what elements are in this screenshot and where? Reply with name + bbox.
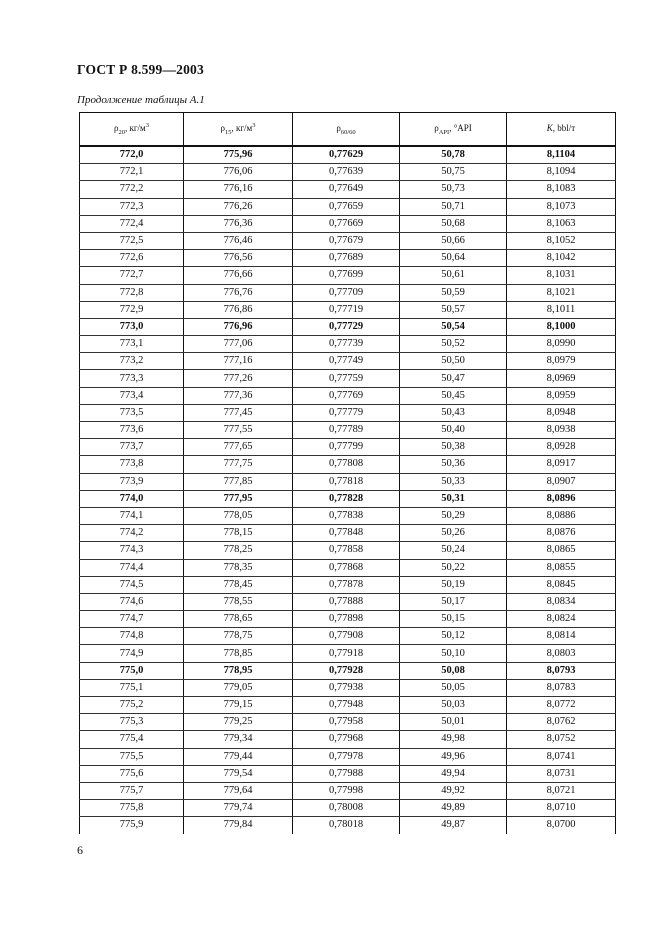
table-cell: 8,0855 — [507, 559, 616, 576]
table-cell: 776,06 — [184, 164, 293, 181]
table-cell: 0,77629 — [293, 146, 400, 164]
table-cell: 777,16 — [184, 353, 293, 370]
table-cell: 50,10 — [400, 645, 507, 662]
table-cell: 50,64 — [400, 250, 507, 267]
table-cell: 0,77848 — [293, 525, 400, 542]
table-row — [80, 731, 616, 748]
table-body — [80, 146, 616, 834]
table-row — [80, 146, 616, 164]
table-cell: 8,1011 — [507, 301, 616, 318]
table-row — [80, 318, 616, 335]
table-cell: 8,0710 — [507, 800, 616, 817]
table-cell: 774,4 — [80, 559, 184, 576]
table-cell: 8,0969 — [507, 370, 616, 387]
table-row — [80, 336, 616, 353]
table-cell: 775,96 — [184, 146, 293, 164]
table-cell: 778,35 — [184, 559, 293, 576]
header-row — [80, 113, 616, 147]
table-cell: 49,98 — [400, 731, 507, 748]
table-row — [80, 628, 616, 645]
table-row — [80, 593, 616, 610]
table-cell: 775,5 — [80, 748, 184, 765]
table-cell: 779,44 — [184, 748, 293, 765]
column-subscript: API — [438, 128, 450, 136]
table-row — [80, 456, 616, 473]
table-cell: 774,5 — [80, 576, 184, 593]
column-subscript: 15 — [224, 128, 232, 136]
table-cell: 772,7 — [80, 267, 184, 284]
table-cell: 8,0793 — [507, 662, 616, 679]
table-cell: 774,0 — [80, 490, 184, 507]
table-row — [80, 181, 616, 198]
table-cell: 775,6 — [80, 765, 184, 782]
table-cell: 0,77868 — [293, 559, 400, 576]
table-cell: 50,08 — [400, 662, 507, 679]
table-cell: 0,77679 — [293, 232, 400, 249]
table-cell: 50,59 — [400, 284, 507, 301]
table-cell: 779,05 — [184, 679, 293, 696]
table-cell: 8,0762 — [507, 714, 616, 731]
column-unit: , кг/м — [124, 123, 146, 134]
table-cell: 774,3 — [80, 542, 184, 559]
column-symbol: ρ — [336, 123, 341, 134]
table-cell: 8,0845 — [507, 576, 616, 593]
table-cell: 8,0938 — [507, 422, 616, 439]
table-cell: 774,1 — [80, 507, 184, 524]
table-cell: 776,16 — [184, 181, 293, 198]
table-cell: 0,77779 — [293, 404, 400, 421]
table-cell: 776,96 — [184, 318, 293, 335]
table-cell: 773,4 — [80, 387, 184, 404]
table-cell: 50,31 — [400, 490, 507, 507]
table-cell: 8,1073 — [507, 198, 616, 215]
table-cell: 50,66 — [400, 232, 507, 249]
table-row — [80, 439, 616, 456]
table-cell: 50,78 — [400, 146, 507, 164]
table-cell: 0,77659 — [293, 198, 400, 215]
table-row — [80, 232, 616, 249]
table-cell: 0,77749 — [293, 353, 400, 370]
table-cell: 50,71 — [400, 198, 507, 215]
table-cell: 8,0731 — [507, 765, 616, 782]
table-cell: 50,03 — [400, 697, 507, 714]
table-cell: 773,0 — [80, 318, 184, 335]
table-cell: 773,6 — [80, 422, 184, 439]
table-cell: 8,0814 — [507, 628, 616, 645]
table-cell: 778,45 — [184, 576, 293, 593]
table-row — [80, 611, 616, 628]
table-cell: 8,1052 — [507, 232, 616, 249]
column-header — [507, 113, 616, 147]
table-cell: 8,0721 — [507, 782, 616, 799]
table-cell: 8,1104 — [507, 146, 616, 164]
column-unit: , bbl/т — [552, 123, 576, 134]
table-cell: 8,0876 — [507, 525, 616, 542]
table-cell: 8,0865 — [507, 542, 616, 559]
column-superscript: 3 — [252, 122, 256, 130]
table-cell: 773,2 — [80, 353, 184, 370]
table-row — [80, 662, 616, 679]
table-cell: 8,1021 — [507, 284, 616, 301]
table-cell: 0,77719 — [293, 301, 400, 318]
table-cell: 777,95 — [184, 490, 293, 507]
table-cell: 8,0959 — [507, 387, 616, 404]
table-row — [80, 301, 616, 318]
table-cell: 50,43 — [400, 404, 507, 421]
table-row — [80, 422, 616, 439]
table-cell: 50,33 — [400, 473, 507, 490]
table-cell: 775,3 — [80, 714, 184, 731]
table-row — [80, 714, 616, 731]
table-cell: 50,61 — [400, 267, 507, 284]
table-cell: 776,46 — [184, 232, 293, 249]
table-cell: 50,36 — [400, 456, 507, 473]
table-cell: 0,77958 — [293, 714, 400, 731]
table-caption: Продолжение таблицы А.1 — [77, 94, 205, 106]
table-cell: 0,77729 — [293, 318, 400, 335]
table-cell: 0,77799 — [293, 439, 400, 456]
table-cell: 49,96 — [400, 748, 507, 765]
document-standard-title: ГОСТ Р 8.599—2003 — [77, 62, 204, 77]
table-cell: 772,3 — [80, 198, 184, 215]
table-cell: 772,5 — [80, 232, 184, 249]
table-cell: 778,15 — [184, 525, 293, 542]
column-superscript: 3 — [145, 122, 149, 130]
table-cell: 779,84 — [184, 817, 293, 834]
table-row — [80, 697, 616, 714]
table-cell: 50,15 — [400, 611, 507, 628]
table-cell: 775,7 — [80, 782, 184, 799]
table-cell: 50,38 — [400, 439, 507, 456]
table-cell: 0,77769 — [293, 387, 400, 404]
table-cell: 774,6 — [80, 593, 184, 610]
column-symbol: ρ — [113, 123, 119, 134]
table-row — [80, 679, 616, 696]
table-cell: 773,8 — [80, 456, 184, 473]
table-cell: 8,1083 — [507, 181, 616, 198]
table-cell: 776,56 — [184, 250, 293, 267]
table-cell: 773,1 — [80, 336, 184, 353]
table-cell: 0,77918 — [293, 645, 400, 662]
column-symbol: K — [546, 123, 553, 134]
table-row — [80, 404, 616, 421]
table-cell: 50,54 — [400, 318, 507, 335]
table-cell: 8,0834 — [507, 593, 616, 610]
table-cell: 0,77998 — [293, 782, 400, 799]
table-cell: 772,9 — [80, 301, 184, 318]
table-cell: 779,34 — [184, 731, 293, 748]
table-cell: 776,86 — [184, 301, 293, 318]
table-cell: 776,26 — [184, 198, 293, 215]
table-cell: 772,1 — [80, 164, 184, 181]
column-header — [184, 113, 293, 147]
table-cell: 777,65 — [184, 439, 293, 456]
table-cell: 50,19 — [400, 576, 507, 593]
table-cell: 50,68 — [400, 215, 507, 232]
table-cell: 774,8 — [80, 628, 184, 645]
table-cell: 8,0803 — [507, 645, 616, 662]
table-cell: 8,0783 — [507, 679, 616, 696]
table-cell: 778,25 — [184, 542, 293, 559]
table-cell: 8,1000 — [507, 318, 616, 335]
table-row — [80, 800, 616, 817]
table-cell: 0,77789 — [293, 422, 400, 439]
table-cell: 0,77858 — [293, 542, 400, 559]
table-cell: 778,55 — [184, 593, 293, 610]
table-row — [80, 559, 616, 576]
table-cell: 772,0 — [80, 146, 184, 164]
column-unit: , кг/м — [231, 123, 253, 134]
table-row — [80, 645, 616, 662]
table-cell: 49,87 — [400, 817, 507, 834]
table-cell: 0,77978 — [293, 748, 400, 765]
column-subscript: 60/60 — [340, 128, 356, 136]
table-cell: 777,85 — [184, 473, 293, 490]
table-cell: 0,77649 — [293, 181, 400, 198]
table-cell: 775,8 — [80, 800, 184, 817]
table-cell: 50,40 — [400, 422, 507, 439]
column-header — [293, 113, 400, 147]
table-cell: 50,73 — [400, 181, 507, 198]
table-cell: 50,17 — [400, 593, 507, 610]
table-cell: 774,9 — [80, 645, 184, 662]
table-cell: 50,29 — [400, 507, 507, 524]
table-row — [80, 250, 616, 267]
column-header — [400, 113, 507, 147]
table-cell: 0,77759 — [293, 370, 400, 387]
table-cell: 8,0741 — [507, 748, 616, 765]
table-row — [80, 542, 616, 559]
table-cell: 773,3 — [80, 370, 184, 387]
table-row — [80, 353, 616, 370]
table-row — [80, 198, 616, 215]
table-cell: 779,15 — [184, 697, 293, 714]
table-cell: 49,92 — [400, 782, 507, 799]
table-row — [80, 507, 616, 524]
table-cell: 0,77928 — [293, 662, 400, 679]
column-subscript: 20 — [118, 128, 125, 136]
table-cell: 8,1094 — [507, 164, 616, 181]
table-cell: 779,25 — [184, 714, 293, 731]
table-cell: 8,1042 — [507, 250, 616, 267]
table-cell: 772,4 — [80, 215, 184, 232]
table-cell: 775,4 — [80, 731, 184, 748]
table-row — [80, 164, 616, 181]
table-cell: 50,45 — [400, 387, 507, 404]
table-cell: 49,89 — [400, 800, 507, 817]
table-cell: 50,22 — [400, 559, 507, 576]
table-cell: 772,6 — [80, 250, 184, 267]
table-cell: 774,2 — [80, 525, 184, 542]
table-cell: 778,85 — [184, 645, 293, 662]
table-cell: 0,77888 — [293, 593, 400, 610]
table-cell: 778,05 — [184, 507, 293, 524]
table-cell: 50,01 — [400, 714, 507, 731]
table-cell: 0,77739 — [293, 336, 400, 353]
table-cell: 0,77968 — [293, 731, 400, 748]
table-cell: 772,2 — [80, 181, 184, 198]
table-cell: 776,36 — [184, 215, 293, 232]
table-cell: 8,0917 — [507, 456, 616, 473]
table-cell: 0,77639 — [293, 164, 400, 181]
table-cell: 774,7 — [80, 611, 184, 628]
table-cell: 0,77808 — [293, 456, 400, 473]
table-row — [80, 748, 616, 765]
table-cell: 0,77908 — [293, 628, 400, 645]
table-cell: 8,0928 — [507, 439, 616, 456]
table-cell: 777,06 — [184, 336, 293, 353]
table-cell: 777,75 — [184, 456, 293, 473]
column-symbol: ρ — [220, 123, 225, 134]
table-cell: 777,45 — [184, 404, 293, 421]
table-cell: 0,77988 — [293, 765, 400, 782]
table-cell: 775,1 — [80, 679, 184, 696]
table-cell: 775,2 — [80, 697, 184, 714]
table-cell: 8,0896 — [507, 490, 616, 507]
column-header — [80, 113, 184, 147]
table-cell: 773,5 — [80, 404, 184, 421]
table-header — [80, 113, 616, 147]
table-cell: 0,77818 — [293, 473, 400, 490]
table-cell: 0,78018 — [293, 817, 400, 834]
table-cell: 0,77838 — [293, 507, 400, 524]
table-cell: 0,77669 — [293, 215, 400, 232]
table-row — [80, 370, 616, 387]
table-cell: 777,26 — [184, 370, 293, 387]
table-cell: 8,0907 — [507, 473, 616, 490]
table-cell: 50,24 — [400, 542, 507, 559]
table-cell: 775,0 — [80, 662, 184, 679]
table-cell: 8,0979 — [507, 353, 616, 370]
table-cell: 779,64 — [184, 782, 293, 799]
table-cell: 776,76 — [184, 284, 293, 301]
table-row — [80, 215, 616, 232]
table-cell: 773,7 — [80, 439, 184, 456]
table-cell: 778,65 — [184, 611, 293, 628]
table-cell: 8,0990 — [507, 336, 616, 353]
table-row — [80, 525, 616, 542]
table-cell: 8,0772 — [507, 697, 616, 714]
table-cell: 50,57 — [400, 301, 507, 318]
table-cell: 772,8 — [80, 284, 184, 301]
table-cell: 779,54 — [184, 765, 293, 782]
table-cell: 50,26 — [400, 525, 507, 542]
table-row — [80, 267, 616, 284]
table-cell: 777,55 — [184, 422, 293, 439]
table-cell: 777,36 — [184, 387, 293, 404]
table-cell: 0,77948 — [293, 697, 400, 714]
table-cell: 50,50 — [400, 353, 507, 370]
page-number: 6 — [77, 843, 83, 857]
table-cell: 0,77938 — [293, 679, 400, 696]
table-cell: 50,05 — [400, 679, 507, 696]
density-table-container — [79, 112, 615, 834]
table-row — [80, 817, 616, 834]
table-cell: 773,9 — [80, 473, 184, 490]
table-row — [80, 473, 616, 490]
table-cell: 775,9 — [80, 817, 184, 834]
column-unit: , °API — [449, 123, 472, 134]
column-symbol: ρ — [434, 123, 439, 134]
table-cell: 0,77878 — [293, 576, 400, 593]
table-cell: 8,1063 — [507, 215, 616, 232]
table-cell: 776,66 — [184, 267, 293, 284]
table-cell: 779,74 — [184, 800, 293, 817]
table-cell: 50,75 — [400, 164, 507, 181]
table-cell: 0,78008 — [293, 800, 400, 817]
table-cell: 0,77689 — [293, 250, 400, 267]
table-row — [80, 284, 616, 301]
table-cell: 8,0824 — [507, 611, 616, 628]
table-cell: 50,47 — [400, 370, 507, 387]
table-row — [80, 782, 616, 799]
table-row — [80, 387, 616, 404]
table-row — [80, 765, 616, 782]
table-cell: 49,94 — [400, 765, 507, 782]
table-cell: 8,0886 — [507, 507, 616, 524]
table-row — [80, 490, 616, 507]
table-cell: 50,12 — [400, 628, 507, 645]
table-row — [80, 576, 616, 593]
table-cell: 0,77898 — [293, 611, 400, 628]
table-cell: 8,0752 — [507, 731, 616, 748]
table-cell: 8,0948 — [507, 404, 616, 421]
table-cell: 50,52 — [400, 336, 507, 353]
table-cell: 8,1031 — [507, 267, 616, 284]
table-cell: 778,95 — [184, 662, 293, 679]
table-cell: 0,77699 — [293, 267, 400, 284]
table-cell: 778,75 — [184, 628, 293, 645]
table-cell: 0,77709 — [293, 284, 400, 301]
table-cell: 8,0700 — [507, 817, 616, 834]
table-cell: 0,77828 — [293, 490, 400, 507]
density-table — [79, 112, 616, 834]
